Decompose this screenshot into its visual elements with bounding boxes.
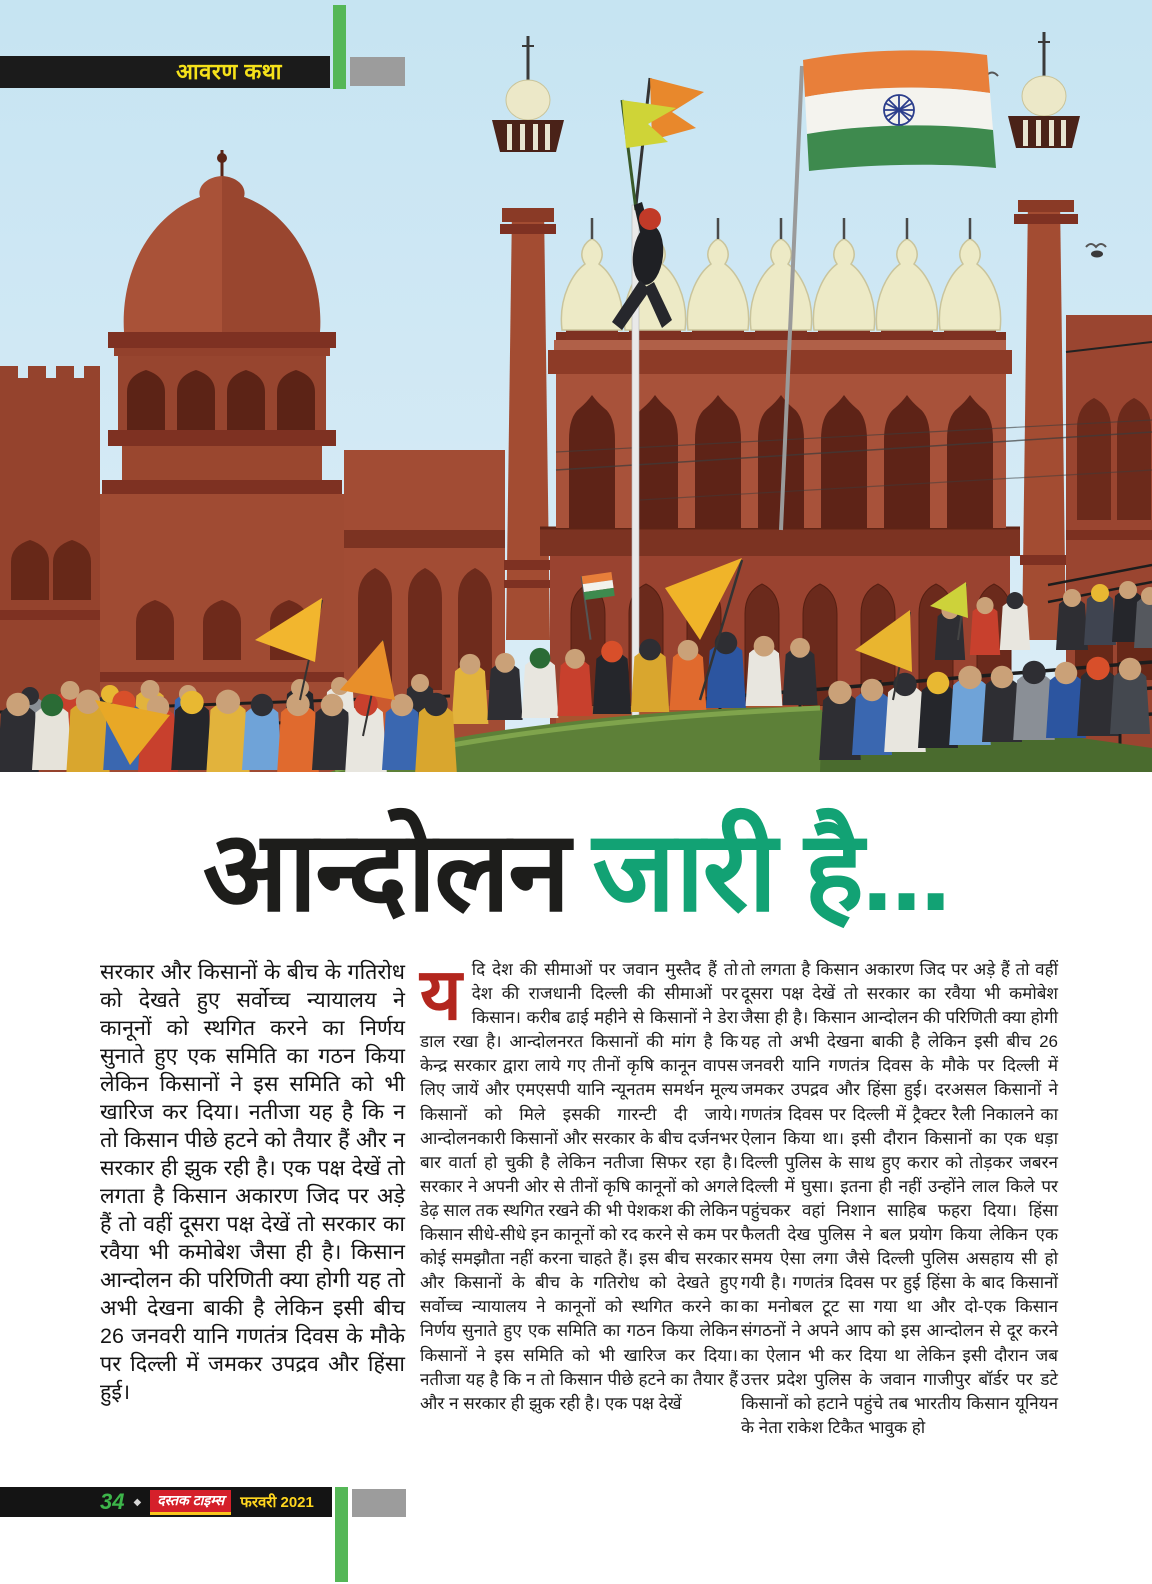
- body-column-2-text: दि देश की सीमाओं पर जवान मुस्तैद हैं तो देश की राजधानी दिल्ली की सीमाओं पर किसान। करीब ढाई महीने से किसानों ने डेरा डाल रखा है। आन्दोलनरत किसानों की मांग है कि केन्द्र सरकार द्वारा लाये गए तीनों कृषि कानून वापस लिए जायें और एमएसपी यानि न्यूनतम समर्थन मूल्य किसानों को मिले इसकी गारन्टी दी जाये। आन्दोलनकारी किसानों और सरकार के बीच दर्जनभर बार वार्ता हो चुकी है लेकिन नतीजा सिफर रहा है। सरकार ने अपनी ओर से तीनों कृषि कानूनों को अगले डेढ़ साल तक स्थगित रखने की भी पेशकश की लेकिन किसान सीधे-सीधे इन कानूनों को रद करने से कम पर कोई समझौता नहीं करना चाहते हैं। इस बीच सरकार और किसानों के बीच के गतिरोध को देखते हुए सर्वोच्च न्यायालय ने कानूनों को स्थगित करने का निर्णय सुनाते हुए एक समिति का गठन किया लेकिन किसानों ने इस समिति को भी खारिज कर दिया। नतीजा यह है कि न तो किसान पीछे हटने का तैयार हैं और न सरकार ही झुक रही है। एक पक्ष देखें: [420, 960, 738, 1413]
- intro-column: सरकार और किसानों के बीच के गतिरोध को देखते हुए सर्वोच्च न्यायालय ने कानूनों को स्थगित करने का निर्णय सुनाते हुए एक समिति का गठन किया लेकिन किसानों ने इस समिति को भी खारिज कर दिया। नतीजा यह है कि न तो किसान पीछे हटने को तैयार हैं और न सरकार ही झुक रही है। एक पक्ष देखें तो लगता है किसान अकारण जिद पर अड़े हैं तो वहीं दूसरा पक्ष देखें तो सरकार का रवैया भी कमोबेश जैसा ही है। किसान आन्दोलन की परिणिती क्या होगी यह तो अभी देखना बाकी है लेकिन इसी बीच 26 जनवरी यानि गणतंत्र दिवस के मौके पर दिल्ली में जमकर उपद्रव और हिंसा हुई।: [100, 960, 405, 1404]
- magazine-masthead: दस्तक टाइम्स: [150, 1490, 231, 1515]
- drop-cap: य: [420, 955, 462, 1035]
- section-kicker: [0, 56, 330, 88]
- body-column-3: तो लगता है किसान अकारण जिद पर अड़े हैं तो वहीं दूसरा पक्ष देखें तो सरकार का रवैया भी कमोबेश जैसा ही है। किसान आन्दोलन की परिणिती क्या होगी यह तो अभी देखना बाकी है लेकिन इसी बीच 26 जनवरी यानि गणतंत्र दिवस के मौके पर दिल्ली में जमकर उपद्रव और हिंसा हुई। दरअसल किसानों ने गणतंत्र दिवस पर दिल्ली में ट्रैक्टर रैली निकालने का ऐलान किया था। इसी दौरान किसानों का एक धड़ा दिल्ली पुलिस के साथ हुए करार को तोड़कर जबरन दिल्ली में घुसा। इतना ही नहीं उन्होंने लाल किले पर पहुंचकर वहां निशान साहिब फहरा दिया। हिंसा फैलती देख पुलिस ने बल प्रयोग किया लेकिन एक समय ऐसा लगा जैसे दिल्ली पुलिस असहाय सी हो गयी है। गणतंत्र दिवस पर हुई हिंसा के बाद किसानों का मनोबल टूट सा गया था और दो-एक किसान संगठनों ने अपने आप को इस आन्दोलन से दूर करने का ऐलान भी कर दिया था लेकिन इसी दौरान जब उत्तर प्रदेश पुलिस के जवान गाजीपुर बॉर्डर पर डटे किसानों को हटाने पहुंचे तब भारतीय किसान यूनियन के नेता राकेश टिकैत भावुक हो: [741, 960, 1058, 1437]
- article-headline: [0, 772, 1152, 960]
- body-column-2: [420, 955, 738, 1416]
- section-kicker-label: आवरण कथा: [176, 59, 282, 84]
- accent-green-bar-bottom: [335, 1487, 348, 1582]
- headline-black-part: आन्दोलन: [202, 808, 569, 934]
- ashoka-chakra-icon: [884, 95, 914, 125]
- cover-photo: [0, 0, 1152, 772]
- accent-gray-bar-top: [350, 57, 405, 86]
- page-number: 34: [100, 1489, 125, 1514]
- accent-gray-bar-bottom: [352, 1489, 406, 1517]
- headline-green-part: जारी है...: [592, 808, 950, 934]
- issue-date: फरवरी 2021: [240, 1494, 314, 1511]
- accent-green-bar-top: [333, 5, 346, 89]
- diamond-separator-icon: ◆: [133, 1496, 142, 1508]
- footer-bar: [0, 1487, 332, 1517]
